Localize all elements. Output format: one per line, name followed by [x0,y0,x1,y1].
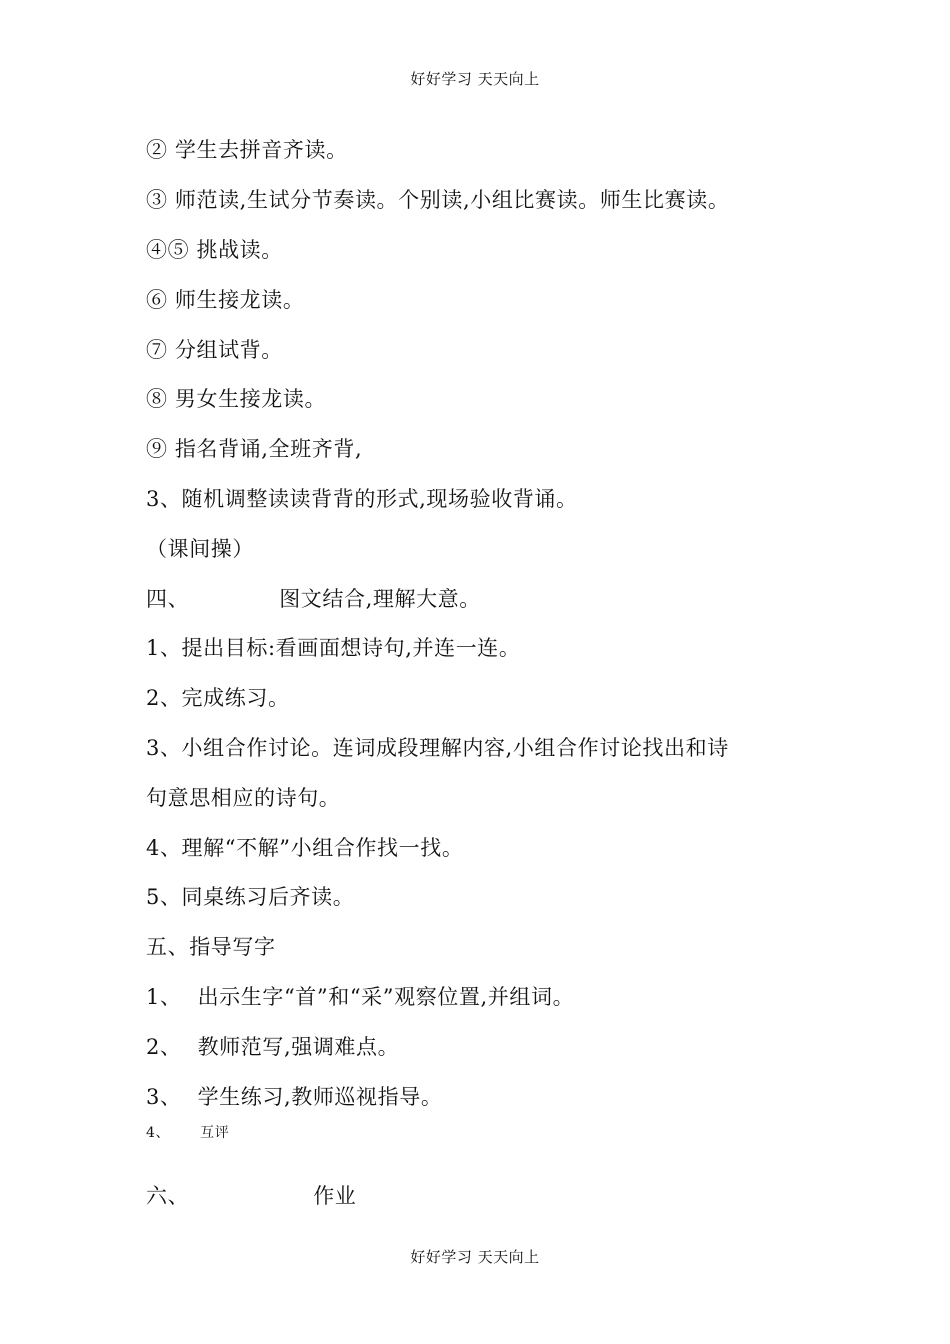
line-step-2: ② 学生去拼音齐读。 [146,138,348,162]
line-item-2-practice: 2、完成练习。 [146,686,290,710]
line-write-4 [146,1126,229,1140]
line-write-2 [146,1037,399,1058]
line-write-3 [146,1087,442,1108]
write-2-text: 教师范写,强调难点。 [197,1035,400,1059]
line-item-3-discuss: 3、小组合作讨论。连词成段理解内容,小组合作讨论找出和诗 [146,736,729,760]
write-1-number: 1、 [146,985,182,1009]
section-four-title: 图文结合,理解大意。 [279,587,481,611]
section-five-heading: 五、指导写字 [146,935,276,959]
section-six-heading [146,1186,356,1207]
write-3-text: 学生练习,教师巡视指导。 [197,1085,443,1109]
page-header: 好好学习 天天向上 [410,70,540,88]
line-item-3-discuss-cont: 句意思相应的诗句。 [146,786,341,810]
write-1-text: 出示生字“首”和“采”观察位置,并组词。 [197,985,575,1009]
line-item-4-understand: 4、理解“不解”小组合作找一找。 [146,836,464,860]
line-step-6: ⑥ 师生接龙读。 [146,288,305,312]
section-four-number: 四、 [146,587,190,611]
write-4-number: 4、 [146,1125,171,1141]
page-footer: 好好学习 天天向上 [410,1248,540,1266]
write-2-number: 2、 [146,1035,182,1059]
line-item-1-goal: 1、提出目标:看画面想诗句,并连一连。 [146,636,521,660]
write-4-text: 互评 [200,1125,230,1141]
line-step-4-5: ④⑤ 挑战读。 [146,238,283,262]
line-step-7: ⑦ 分组试背。 [146,338,283,362]
line-item-3-recite: 3、随机调整读读背背的形式,现场验收背诵。 [146,487,578,511]
line-write-1 [146,987,574,1008]
line-step-3: ③ 师范读,生试分节奏读。个别读,小组比赛读。师生比赛读。 [146,188,730,212]
section-four-heading [146,589,481,610]
section-six-number: 六、 [146,1184,190,1208]
line-step-9: ⑨ 指名背诵,全班齐背, [146,437,363,461]
line-break-exercise: （课间操） [146,537,254,561]
write-3-number: 3、 [146,1085,182,1109]
line-step-8: ⑧ 男女生接龙读。 [146,387,327,411]
line-item-5-read: 5、同桌练习后齐读。 [146,885,355,909]
section-six-title: 作业 [313,1184,357,1208]
